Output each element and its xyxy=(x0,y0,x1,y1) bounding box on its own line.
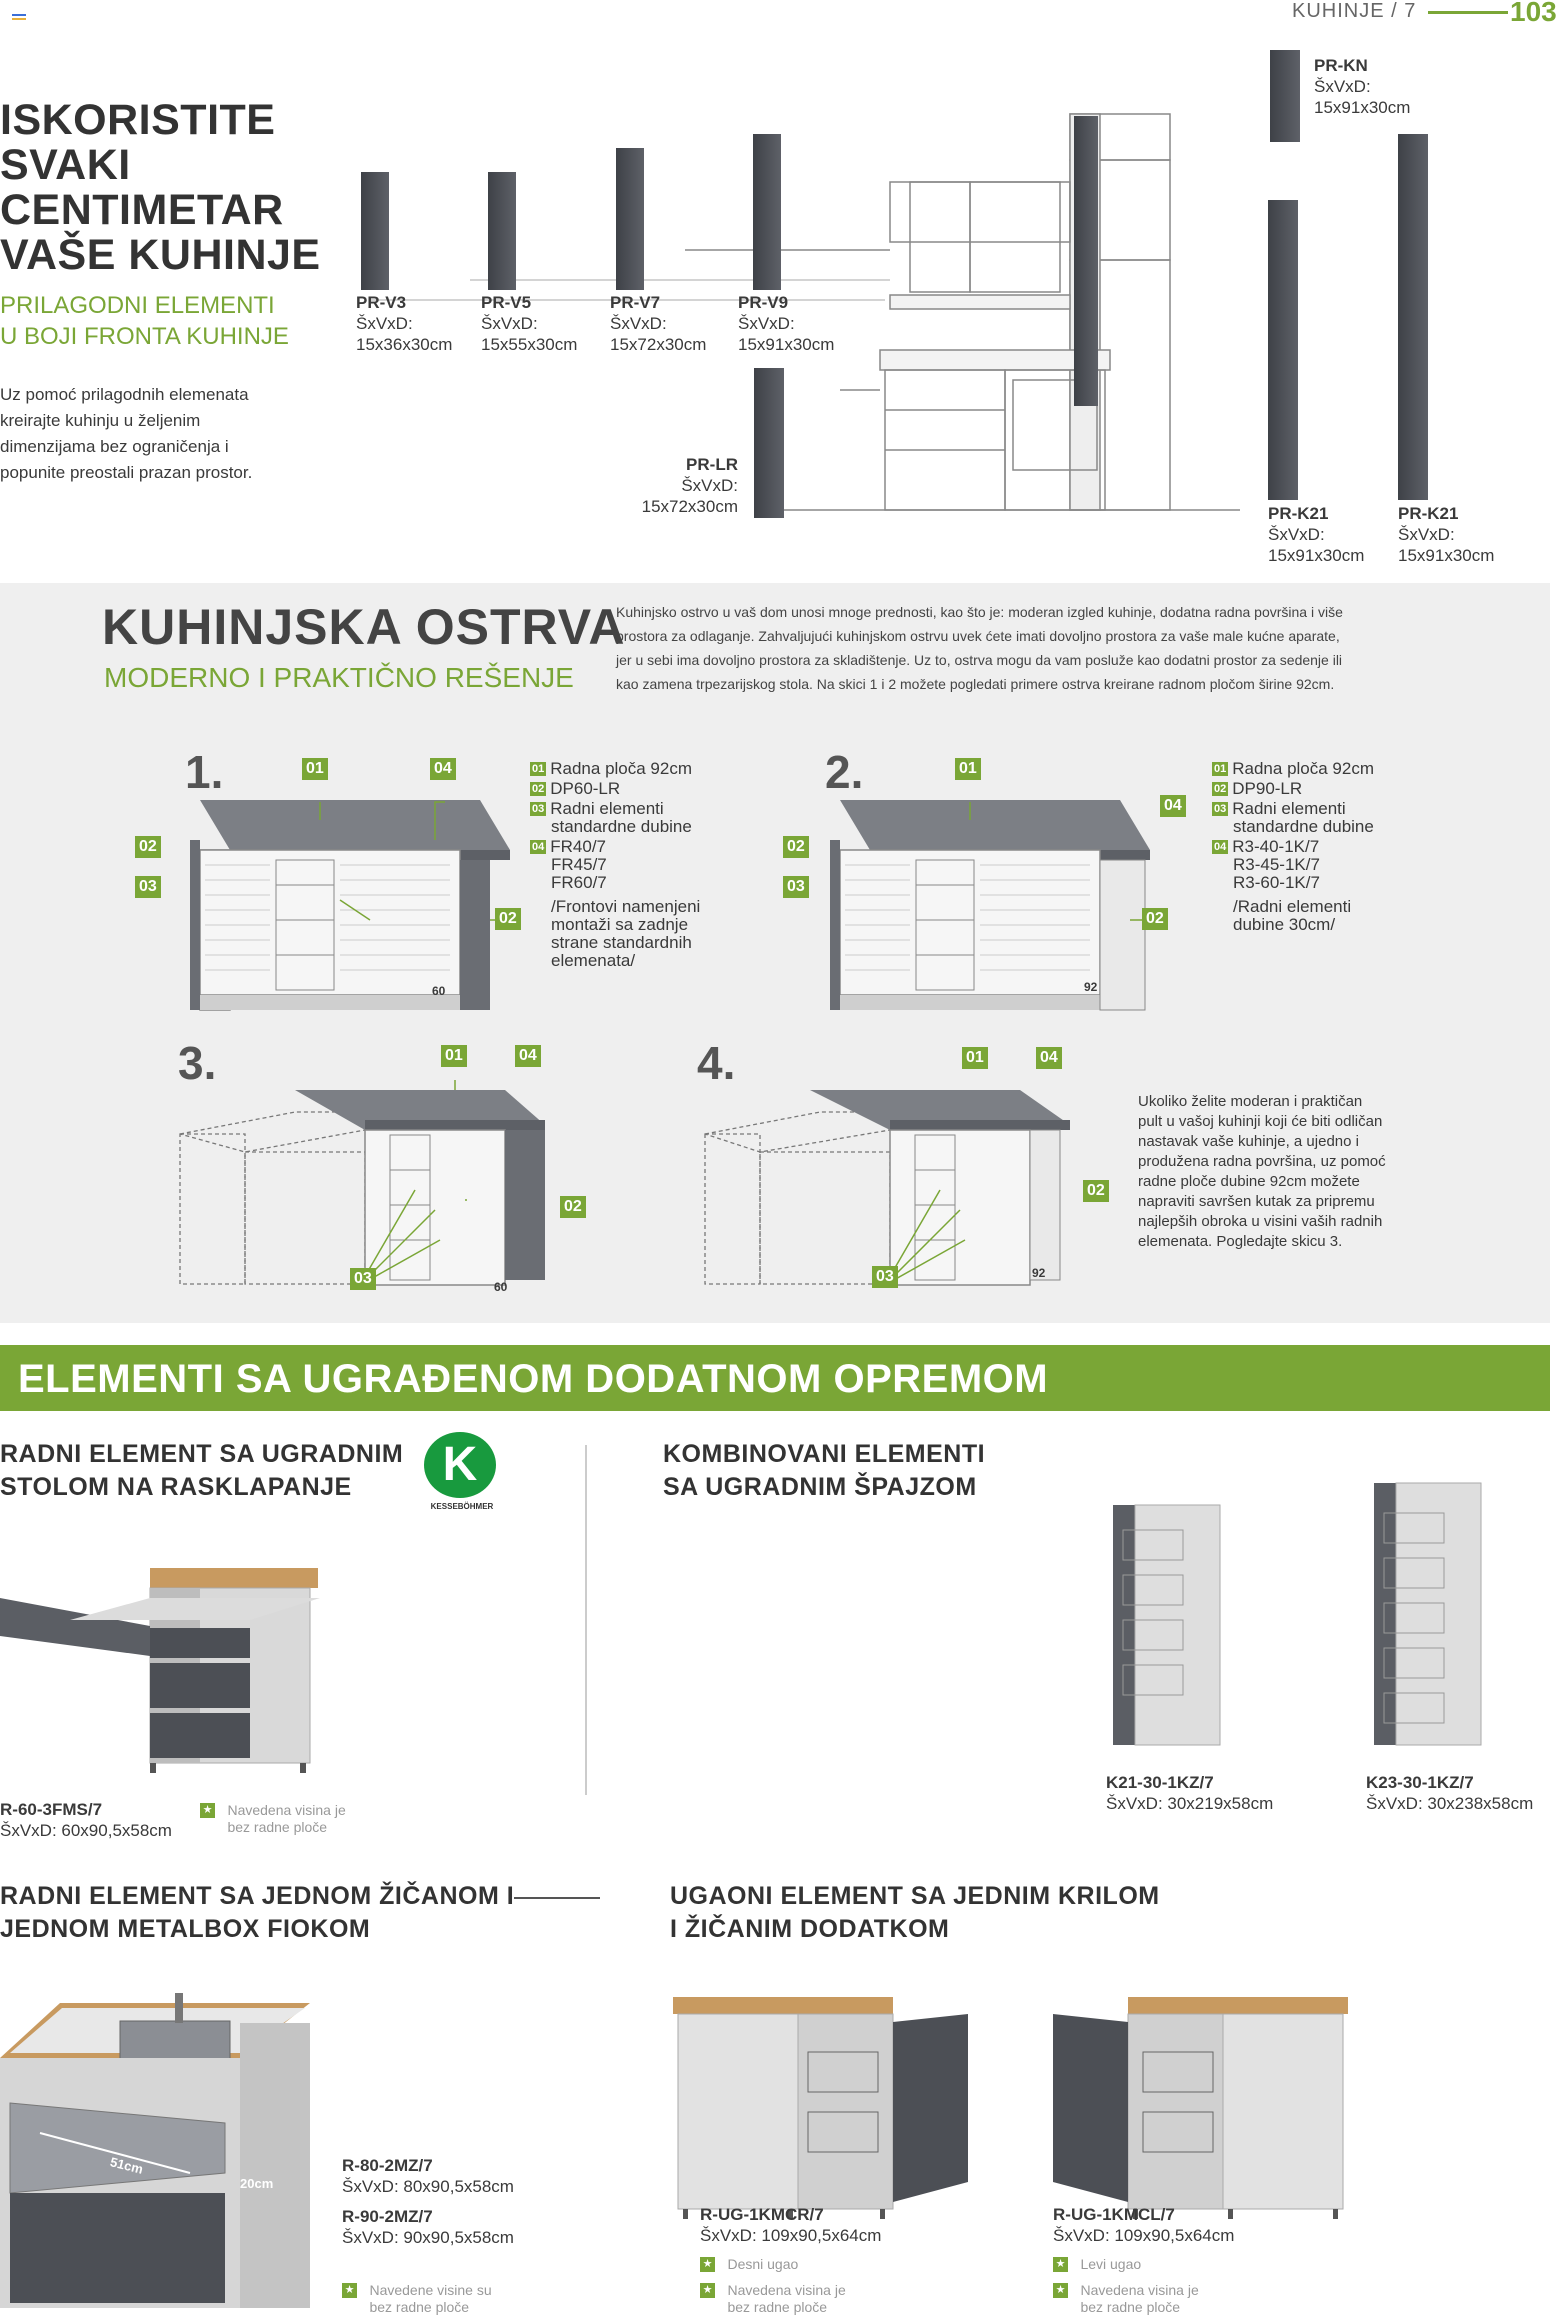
panel-code: PR-K21 xyxy=(1268,504,1329,523)
note-line: Navedena visina je xyxy=(1080,2282,1199,2298)
badge-01: 01 xyxy=(302,758,328,780)
island-sketch-2 xyxy=(830,780,1150,1010)
panel-pr-v7 xyxy=(616,148,644,290)
legend-note: montaži sa zadnje xyxy=(551,915,689,934)
intro-title-line: CENTIMETAR xyxy=(0,186,284,234)
panel-tall-1 xyxy=(1074,116,1098,406)
legend-badge: 03 xyxy=(1214,803,1227,815)
height-note xyxy=(342,2282,492,2316)
panel-label xyxy=(610,293,706,355)
badge-03: 03 xyxy=(135,876,161,898)
badge-04: 04 xyxy=(515,1045,541,1067)
intro-subtitle-line: PRILAGODNI ELEMENTI xyxy=(0,292,275,319)
legend-item: Radni elementi xyxy=(1232,799,1346,818)
panel-code: PR-LR xyxy=(686,455,738,474)
sketch-number: 2. xyxy=(825,746,864,798)
product-code: R-UG-1KMCL/7 xyxy=(1053,2205,1175,2224)
note-line: Levi ugao xyxy=(1080,2256,1142,2272)
star-icon: ★ xyxy=(1053,2257,1068,2272)
panel-pr-v3 xyxy=(361,172,389,290)
note-line: Navedena visina je xyxy=(227,1802,346,1818)
equipment-banner-title: ELEMENTI SA UGRAĐENOM DODATNOM OPREMOM xyxy=(18,1357,1049,1401)
product-dims: ŠxVxD: 80x90,5x58cm xyxy=(342,2177,514,2196)
legend-note: dubine 30cm/ xyxy=(1233,915,1336,934)
panel-dims: 15x91x30cm xyxy=(1398,546,1495,565)
panel-dims: 15x55x30cm xyxy=(481,335,578,354)
badge-02: 02 xyxy=(495,908,521,930)
panel-dims: 15x91x30cm xyxy=(1268,546,1365,565)
dimension-label: 92 xyxy=(1084,980,1098,994)
note-line: bez radne ploče xyxy=(727,2299,828,2315)
badge-04: 04 xyxy=(430,758,456,780)
legend-item: FR40/7 xyxy=(550,837,606,856)
page-number: 103 xyxy=(1510,0,1557,27)
section-title-line: RADNI ELEMENT SA JEDNOM ŽIČANOM I xyxy=(0,1882,515,1910)
side-text-line: napraviti savršen kutak za pripremu xyxy=(1138,1193,1375,1210)
legend-note: /Radni elementi xyxy=(1233,897,1352,916)
panel-label xyxy=(630,455,738,517)
legend-item: standardne dubine xyxy=(1233,817,1374,836)
intro-title xyxy=(0,98,321,278)
panel-code: PR-V3 xyxy=(356,293,407,312)
menu-icon[interactable] xyxy=(12,14,26,22)
product-label xyxy=(1053,2205,1234,2246)
star-icon: ★ xyxy=(342,2283,357,2298)
panel-dims: 15x91x30cm xyxy=(1314,98,1411,117)
section-title xyxy=(670,1880,1160,1946)
panel-code: PR-KN xyxy=(1314,56,1368,75)
side-text-line: Ukoliko želite moderan i praktičan xyxy=(1138,1093,1363,1110)
panel-label xyxy=(738,293,834,355)
star-icon: ★ xyxy=(700,2257,715,2272)
header-rule xyxy=(1428,11,1508,14)
product-label xyxy=(342,2207,514,2248)
panel-dim-label: ŠxVxD: xyxy=(610,314,667,333)
legend-note: /Frontovi namenjeni xyxy=(551,897,701,916)
badge-02: 02 xyxy=(135,836,161,858)
logo-mark-icon: K xyxy=(424,1432,496,1498)
island-subtitle: MODERNO I PRAKTIČNO REŠENJE xyxy=(104,662,574,693)
product-code: K23-30-1KZ/7 xyxy=(1366,1773,1474,1792)
panel-code: PR-V7 xyxy=(610,293,661,312)
product-label xyxy=(342,2156,514,2197)
section-divider xyxy=(514,1897,600,1899)
section-title xyxy=(0,1438,403,1504)
panel-dims: 15x72x30cm xyxy=(610,335,707,354)
island-text-line: Kuhinjsko ostrvo u vaš dom unosi mnoge prednosti, kao što je: moderan izgled kuhinje, dodatna radna površina i više xyxy=(616,604,1343,620)
island-text xyxy=(616,600,1546,696)
badge-02: 02 xyxy=(783,836,809,858)
legend-badge: 04 xyxy=(532,841,545,853)
section-title-line: STOLOM NA RASKLAPANJE xyxy=(0,1473,352,1501)
product-image-k23 xyxy=(1364,1483,1484,1749)
badge-03: 03 xyxy=(872,1266,898,1288)
island-text-line: kao zamena trpezarijskog stola. Na skici 1 i 2 možete pogledati primere ostrva kreirane radnom pločom širine 92cm. xyxy=(616,676,1335,692)
corner-note xyxy=(700,2256,798,2274)
legend-badge: 01 xyxy=(1214,763,1227,775)
panel-dim-label: ŠxVxD: xyxy=(481,314,538,333)
legend-note: strane standardnih xyxy=(551,933,692,952)
note-line: bez radne ploče xyxy=(369,2299,470,2315)
equipment-banner xyxy=(0,1345,1550,1411)
panel-dim-label: ŠxVxD: xyxy=(681,476,738,495)
intro-text xyxy=(0,382,252,486)
product-image-r80 xyxy=(0,2003,320,2308)
section-title-line: RADNI ELEMENT SA UGRADNIM xyxy=(0,1440,404,1468)
product-dims: ŠxVxD: 109x90,5x64cm xyxy=(1053,2226,1235,2245)
intro-text-line: popunite preostali prazan prostor. xyxy=(0,463,253,482)
panel-label xyxy=(1314,56,1410,118)
legend-item: Radni elementi xyxy=(550,799,664,818)
legend-item: DP90-LR xyxy=(1232,779,1303,798)
product-dims: ŠxVxD: 90x90,5x58cm xyxy=(342,2228,514,2247)
product-code: R-90-2MZ/7 xyxy=(342,2207,433,2226)
intro-subtitle-line: U BOJI FRONTA KUHINJE xyxy=(0,323,289,350)
legend-item: Radna ploča 92cm xyxy=(1232,759,1375,778)
panel-dim-label: ŠxVxD: xyxy=(356,314,413,333)
intro-title-line: SVAKI xyxy=(0,141,131,189)
section-title-line: JEDNOM METALBOX FIOKOM xyxy=(0,1915,371,1943)
product-dims: ŠxVxD: 30x219x58cm xyxy=(1106,1794,1274,1813)
section-title-line: I ŽIČANIM DODATKOM xyxy=(670,1915,950,1943)
legend-note: elemenata/ xyxy=(551,951,636,970)
legend-item: R3-60-1K/7 xyxy=(1233,873,1320,892)
island-sketch-4 xyxy=(700,1090,1080,1290)
island-sketch-3 xyxy=(175,1090,555,1290)
product-image-r60 xyxy=(0,1548,330,1768)
product-dims: ŠxVxD: 60x90,5x58cm xyxy=(0,1821,172,1840)
badge-01: 01 xyxy=(962,1047,988,1069)
note-line: bez radne ploče xyxy=(227,1819,328,1835)
intro-text-line: kreirajte kuhinju u željenim xyxy=(0,411,201,430)
panel-dims: 15x36x30cm xyxy=(356,335,453,354)
corner-note xyxy=(1053,2256,1141,2274)
island-text-line: prostora za odlaganje. Zahvaljujući kuhinjskom ostrvu uvek ćete imati dovoljno prostora za vaše male kućne aparate, xyxy=(616,628,1340,644)
legend-badge: 02 xyxy=(1214,783,1227,795)
product-label xyxy=(1366,1773,1533,1814)
badge-03: 03 xyxy=(350,1268,376,1290)
note-line: Navedena visina je xyxy=(727,2282,846,2298)
section-title xyxy=(0,1880,514,1946)
product-code: K21-30-1KZ/7 xyxy=(1106,1773,1214,1792)
legend-item: DP60-LR xyxy=(550,779,621,798)
note-line: Desni ugao xyxy=(727,2256,799,2272)
panel-pr-v5 xyxy=(488,172,516,290)
panel-code: PR-V9 xyxy=(738,293,789,312)
dimension-label: 20cm xyxy=(240,2176,274,2191)
product-label xyxy=(0,1800,172,1841)
panel-pr-lr xyxy=(754,368,784,518)
product-code: R-UG-1KMCR/7 xyxy=(700,2205,824,2224)
side-text-line: produžena radna površina, uz pomoć xyxy=(1138,1153,1386,1170)
section-label: KUHINJE / 7 xyxy=(1292,0,1417,22)
badge-02: 02 xyxy=(1083,1180,1109,1202)
kessebohmer-logo xyxy=(424,1432,500,1516)
legend-badge: 01 xyxy=(532,763,545,775)
side-text-line: pult u vašoj kuhinji koji će biti odličan xyxy=(1138,1113,1383,1130)
logo-text: KESSEBÖHMER xyxy=(430,1502,494,1511)
legend-badge: 03 xyxy=(532,803,545,815)
star-icon: ★ xyxy=(1053,2283,1068,2298)
legend-item: FR45/7 xyxy=(551,855,607,874)
badge-03: 03 xyxy=(783,876,809,898)
side-text-line: radne ploče dubine 92cm možete xyxy=(1138,1173,1360,1190)
panel-dims: 15x91x30cm xyxy=(738,335,835,354)
legend-item: Radna ploča 92cm xyxy=(550,759,693,778)
island-side-text xyxy=(1138,1092,1386,1252)
island-sketch-1 xyxy=(190,780,510,1010)
height-note xyxy=(1053,2282,1199,2316)
intro-title-line: VAŠE KUHINJE xyxy=(0,231,321,279)
panel-pr-k21-a xyxy=(1268,200,1298,500)
island-text-line: jer u sebi ima dovoljno prostora za skladištenje. Uz to, ostrva mogu da vam posluže kao dodatni prostor za sedenje ili xyxy=(616,652,1343,668)
panel-code: PR-V5 xyxy=(481,293,532,312)
product-label xyxy=(700,2205,881,2246)
island-title: KUHINJSKA OSTRVA xyxy=(102,599,626,655)
side-text-line: nastavak vaše kuhinje, a ujedno i xyxy=(1138,1133,1359,1150)
product-dims: ŠxVxD: 109x90,5x64cm xyxy=(700,2226,882,2245)
legend-item: R3-40-1K/7 xyxy=(1232,837,1320,856)
product-code: R-80-2MZ/7 xyxy=(342,2156,433,2175)
dimension-label: 60 xyxy=(432,984,446,998)
panel-pr-k21-b xyxy=(1398,134,1428,500)
panel-label xyxy=(481,293,577,355)
panel-dim-label: ŠxVxD: xyxy=(1398,525,1455,544)
badge-01: 01 xyxy=(441,1045,467,1067)
product-image-k21 xyxy=(1103,1505,1223,1749)
product-dims: ŠxVxD: 30x238x58cm xyxy=(1366,1794,1534,1813)
product-label xyxy=(1106,1773,1273,1814)
panel-dim-label: ŠxVxD: xyxy=(1314,77,1371,96)
badge-02: 02 xyxy=(1142,908,1168,930)
product-code: R-60-3FMS/7 xyxy=(0,1800,103,1819)
badge-01: 01 xyxy=(955,758,981,780)
intro-text-line: Uz pomoć prilagodnih elemenata xyxy=(0,385,249,404)
section-divider xyxy=(585,1445,587,1795)
sketch-number: 4. xyxy=(697,1037,736,1089)
sketch-number: 1. xyxy=(185,746,224,798)
star-icon: ★ xyxy=(700,2283,715,2298)
badge-02: 02 xyxy=(560,1196,586,1218)
height-note xyxy=(200,1802,346,1836)
legend-item: R3-45-1K/7 xyxy=(1233,855,1320,874)
height-note xyxy=(700,2282,846,2316)
note-line: bez radne ploče xyxy=(1080,2299,1181,2315)
badge-04: 04 xyxy=(1160,795,1186,817)
panel-label xyxy=(1398,504,1494,566)
star-icon: ★ xyxy=(200,1803,215,1818)
side-text-line: najlepših obroka u visini vaših radnih xyxy=(1138,1213,1383,1230)
legend-badge: 04 xyxy=(1214,841,1227,853)
panel-dim-label: ŠxVxD: xyxy=(738,314,795,333)
legend-1 xyxy=(530,760,700,970)
section-title-line: SA UGRADNIM ŠPAJZOM xyxy=(663,1473,977,1501)
intro-title-line: ISKORISTITE xyxy=(0,96,276,144)
legend-item: standardne dubine xyxy=(551,817,692,836)
section-title xyxy=(663,1438,985,1504)
panel-pr-v9 xyxy=(753,134,781,290)
product-image-rug-l xyxy=(1048,1992,1353,2222)
dimension-label: 51cm xyxy=(108,2154,145,2177)
intro-text-line: dimenzijama bez ograničenja i xyxy=(0,437,229,456)
sketch-number: 3. xyxy=(178,1037,217,1089)
panel-dims: 15x72x30cm xyxy=(641,497,738,516)
note-line: Navedene visine su xyxy=(369,2282,492,2298)
dimension-label: 92 xyxy=(1032,1266,1046,1280)
legend-badge: 02 xyxy=(532,783,545,795)
legend-2 xyxy=(1212,760,1374,934)
product-image-rug-r xyxy=(668,1992,973,2222)
badge-04: 04 xyxy=(1036,1047,1062,1069)
panel-code: PR-K21 xyxy=(1398,504,1459,523)
side-text-line: elemenata. Pogledajte skicu 3. xyxy=(1138,1233,1343,1250)
panel-dim-label: ŠxVxD: xyxy=(1268,525,1325,544)
panel-label xyxy=(356,293,452,355)
section-title-line: KOMBINOVANI ELEMENTI xyxy=(663,1440,986,1468)
legend-item: FR60/7 xyxy=(551,873,607,892)
section-title-line: UGAONI ELEMENT SA JEDNIM KRILOM xyxy=(670,1882,1160,1910)
intro-subtitle xyxy=(0,290,289,352)
dimension-label: 60 xyxy=(494,1280,508,1294)
panel-label xyxy=(1268,504,1364,566)
panel-pr-kn xyxy=(1270,50,1300,142)
